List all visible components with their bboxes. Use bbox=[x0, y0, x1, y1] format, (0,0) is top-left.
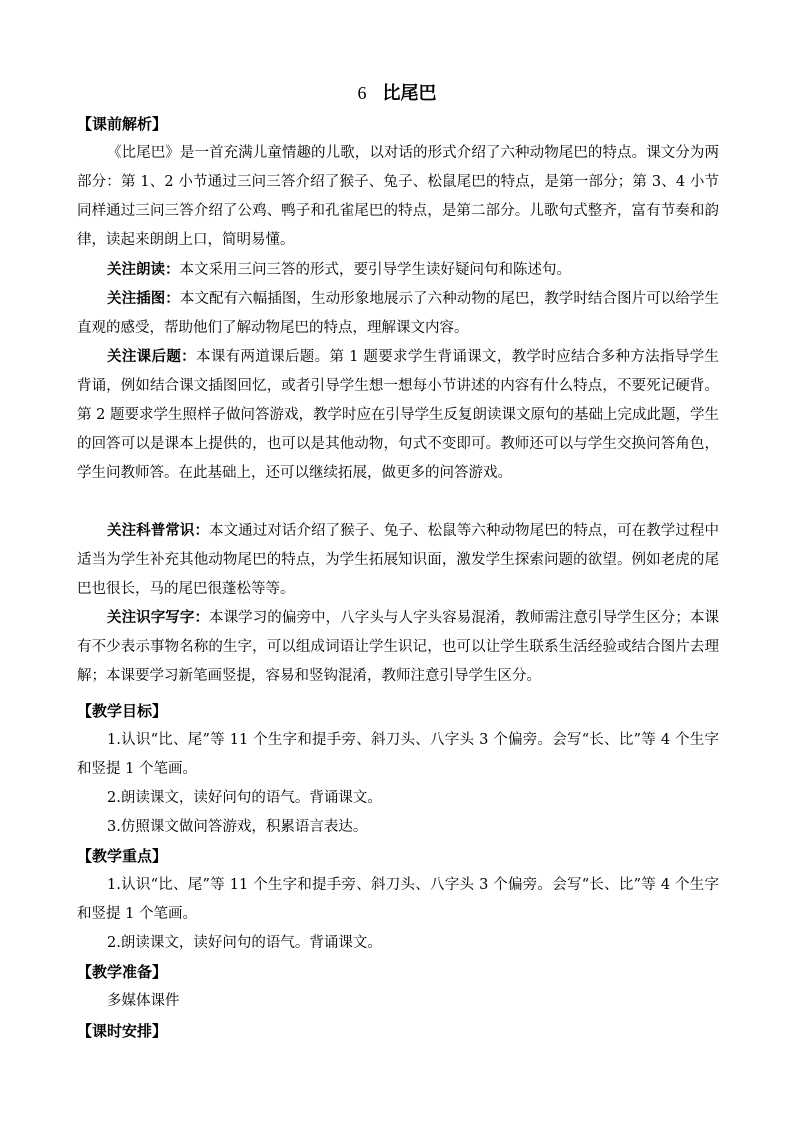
section-heading-schedule: 【课时安排】 bbox=[77, 1022, 168, 1040]
preparation-text: 多媒体课件 bbox=[107, 993, 180, 1009]
illustration-text: 本文配有六幅插图，生动形象地展示了六种动物的尾巴，教学时结合图片可以给学生直观的感受，帮助他们了解动物尾巴的特点，理解课文内容。 bbox=[77, 291, 720, 336]
exercise-text: 本课有两道课后题。第 1 题要求学生背诵课文，教学时应结合多种方法指导学生背诵，例如结合课文插图回忆，或者引导学生想一想每小节讲述的内容有什么特点，不要死记硬背。第 2 题要求学生照样子做问答游戏，教学时应在引导学生反复朗读课文原句的基础上完成此题，学生的回答可以是课本上提供的，也可以是其他动物，句式不变即可。教师还可以与学生交换问答角色，学生问教师答。在此基础上，还可以继续拓展，做更多的问答游戏。 bbox=[77, 349, 719, 481]
science-text: 本文通过对话介绍了猴子、兔子、松鼠等六种动物尾巴的特点，可在教学过程中适当为学生补充其他动物尾巴的特点，为学生拓展知识面，激发学生探索问题的欲望。例如老虎的尾巴也很长，马的尾巴很蓬松等等。 bbox=[77, 523, 720, 597]
lesson-name: 比尾巴 bbox=[382, 83, 437, 104]
section-heading-goals: 【教学目标】 bbox=[77, 702, 168, 720]
analysis-illustration-paragraph bbox=[77, 284, 719, 343]
section-heading-analysis: 【课前解析】 bbox=[77, 115, 168, 133]
lesson-title bbox=[0, 81, 794, 106]
section-heading-key-points: 【教学重点】 bbox=[77, 847, 168, 865]
section-heading-preparation: 【教学准备】 bbox=[77, 963, 168, 981]
lesson-number: 6 bbox=[357, 83, 367, 103]
goal-item-2: 2.朗读课文，读好问句的语气。背诵课文。 bbox=[107, 790, 382, 806]
analysis-literacy-paragraph bbox=[77, 603, 719, 691]
science-label: 关注科普常识： bbox=[107, 522, 210, 539]
reading-label: 关注朗读： bbox=[107, 261, 180, 278]
key-point-item-1: 1.认识“比、尾”等 11 个生字和提手旁、斜刀头、八字头 3 个偏旁。会写“长、比”等 4 个生字和竖提 1 个笔画。 bbox=[77, 877, 719, 922]
goal-item-1: 1.认识“比、尾”等 11 个生字和提手旁、斜刀头、八字头 3 个偏旁。会写“长、比”等 4 个生字和竖提 1 个笔画。 bbox=[77, 732, 719, 777]
illustration-label: 关注插图： bbox=[107, 290, 180, 307]
exercise-label: 关注课后题： bbox=[107, 348, 196, 365]
literacy-label: 关注识字写字： bbox=[107, 609, 210, 626]
analysis-intro-paragraph: 《比尾巴》是一首充满儿童情趣的儿歌，以对话的形式介绍了六种动物尾巴的特点。课文分为两部分：第 1、2 小节通过三问三答介绍了猴子、兔子、松鼠尾巴的特点，是第一部分；第 3、4 小节同样通过三问三答介绍了公鸡、鸭子和孔雀尾巴的特点，是第二部分。儿歌句式整齐，富有节奏和韵律，读起来朗朗上口，简明易懂。 bbox=[77, 145, 719, 248]
reading-text: 本文采用三问三答的形式，要引导学生读好疑问句和陈述句。 bbox=[179, 262, 571, 278]
literacy-text: 本课学习的偏旁中，八字头与人字头容易混淆，教师需注意引导学生区分；本课有不少表示事物名称的生字，可以组成词语让学生识记，也可以让学生联系生活经验或结合图片去理解；本课要学习新笔画竖提，容易和竖钩混淆，教师注意引导学生区分。 bbox=[77, 610, 720, 684]
analysis-exercise-paragraph bbox=[77, 342, 719, 488]
key-point-item-2: 2.朗读课文，读好问句的语气。背诵课文。 bbox=[107, 935, 382, 951]
analysis-science-paragraph bbox=[77, 516, 719, 604]
analysis-reading-paragraph bbox=[77, 255, 719, 285]
goal-item-3: 3.仿照课文做问答游戏，积累语言表达。 bbox=[107, 819, 368, 835]
